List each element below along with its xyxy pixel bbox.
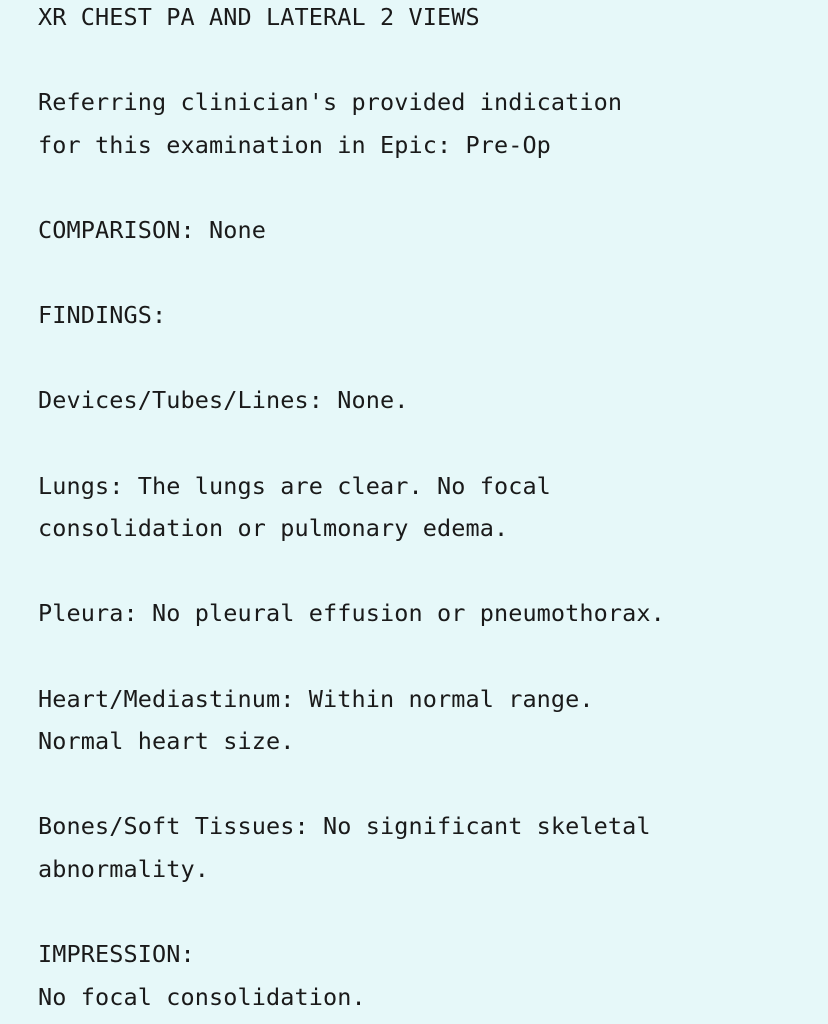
devices-finding: Devices/Tubes/Lines: None. xyxy=(38,386,409,415)
spacer xyxy=(38,635,818,678)
impression-header: IMPRESSION: xyxy=(38,940,195,969)
spacer xyxy=(38,550,818,593)
impression-text: No focal consolidation. xyxy=(38,982,366,1011)
heart-finding-line-2: Normal heart size. xyxy=(38,727,295,756)
spacer xyxy=(38,166,818,209)
heart-finding-line-1: Heart/Mediastinum: Within normal range. xyxy=(38,684,594,713)
lungs-finding-line-2: consolidation or pulmonary edema. xyxy=(38,514,509,543)
radiology-report xyxy=(38,0,818,1018)
bones-finding-line-2: abnormality. xyxy=(38,854,209,883)
lungs-finding-line-1: Lungs: The lungs are clear. No focal xyxy=(38,471,551,500)
report-title: XR CHEST PA AND LATERAL 2 VIEWS xyxy=(38,3,480,31)
spacer xyxy=(38,252,818,295)
spacer xyxy=(38,890,818,933)
spacer xyxy=(38,337,818,380)
pleura-finding: Pleura: No pleural effusion or pneumothorax. xyxy=(38,599,665,628)
spacer xyxy=(38,422,818,465)
findings-header: FINDINGS: xyxy=(38,301,167,330)
indication-line-1: Referring clinician's provided indication xyxy=(38,88,623,117)
bones-finding-line-1: Bones/Soft Tissues: No significant skeletal xyxy=(38,812,651,841)
comparison-line: COMPARISON: None xyxy=(38,215,266,244)
spacer xyxy=(38,39,818,82)
indication-line-2: for this examination in Epic: Pre-Op xyxy=(38,130,551,159)
spacer xyxy=(38,763,818,806)
